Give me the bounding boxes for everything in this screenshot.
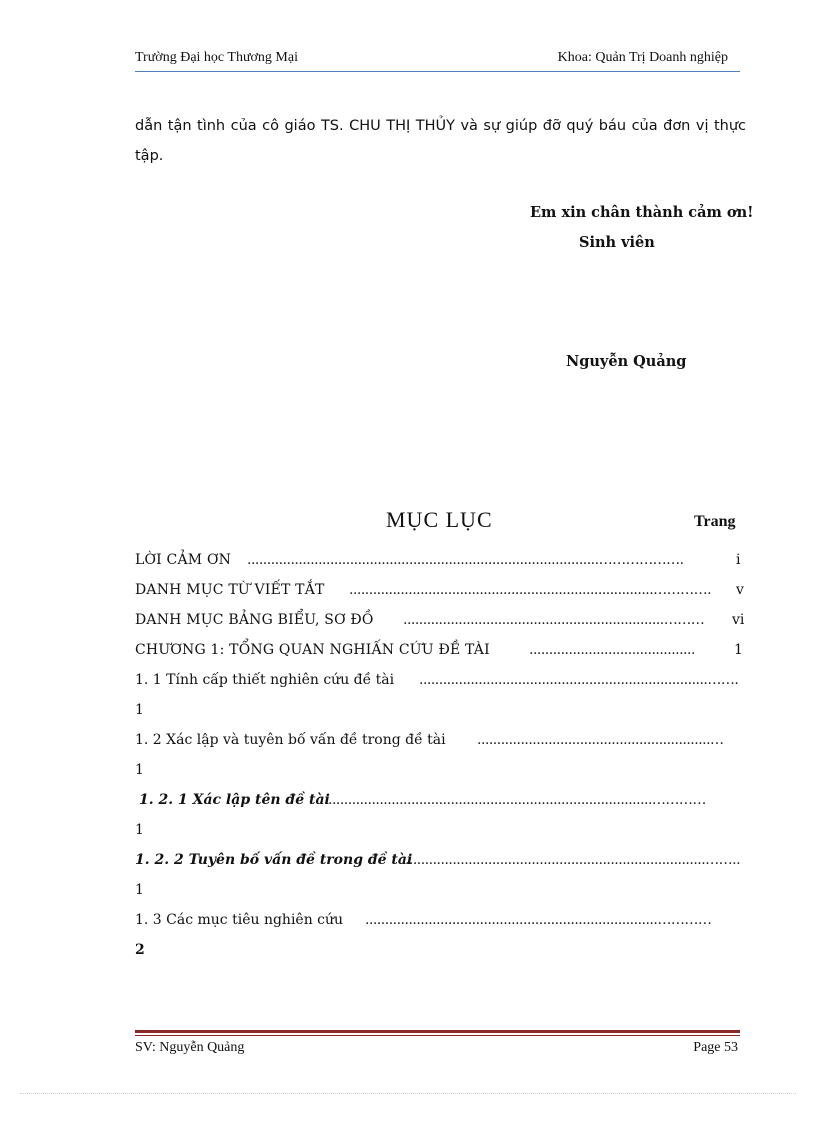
toc-entry-page-line [135,815,746,845]
toc-leader: ..........................................................................………… [365,912,712,928]
toc-entry-page: vi [732,612,745,628]
toc-entry[interactable] [135,545,746,575]
toc-leader: .......................................... [529,642,695,658]
toc-entry[interactable] [135,635,746,665]
toc-entry[interactable] [135,665,746,695]
toc-entry[interactable] [135,725,746,755]
toc-title: MỤC LỤC [386,507,493,532]
toc-page-header: Trang [694,513,736,530]
footer-student: SV: Nguyễn Quảng [135,1040,245,1055]
header-faculty: Khoa: Quản Trị Doanh nghiệp [557,50,728,65]
toc-leader: .............................................................................…………. [349,582,712,598]
toc-leader: .........................................................................................………………. [247,552,684,568]
footer-divider-thin [135,1035,740,1036]
toc-entry-page: 2 [135,942,145,958]
toc-entry-page: 1 [135,702,144,718]
page-edge [20,1093,796,1094]
toc-entry-label: LỜI CẢM ƠN [135,552,232,568]
header-divider [135,71,740,72]
toc-entry-page: v [736,582,744,598]
toc-entry[interactable] [135,905,746,935]
toc-entry-label: 1. 2 Xác lập và tuyên bố vấn đề trong đề tài [135,732,446,748]
toc-leader: ..................................................................................………… [328,792,706,808]
toc-entry[interactable] [135,575,746,605]
footer-page-number: Page 53 [693,1040,738,1055]
toc-entry-label: 1. 2. 2 Tuyên bố vấn đề trong đề tài [135,852,413,868]
toc-leader: ..................................................................……… [403,612,705,628]
toc-entry-page-line [135,875,746,905]
toc-entry-page: 1 [135,822,144,838]
signature-role: Sinh viên [579,234,655,251]
toc-entry-page: i [736,552,741,568]
body-line-2: tập. [135,148,164,164]
toc-leader: .............................................................................…….. [401,852,741,868]
header-school: Trường Đại học Thương Mại [135,50,298,65]
toc-entry-label: 1. 1 Tính cấp thiết nghiên cứu đề tài [135,672,395,688]
toc-entry-label: DANH MỤC BẢNG BIỂU, SƠ ĐỒ [135,612,374,628]
toc-entry[interactable] [135,785,746,815]
toc-entry[interactable] [135,605,746,635]
body-line-1: dẫn tận tình của cô giáo TS. CHU THỊ THỦY và sự giúp đỡ quý báu của đơn vị thực [135,118,746,134]
toc-entry-label: 1. 2. 1 Xác lập tên đề tài [139,792,330,808]
footer-divider-thick [135,1030,740,1033]
toc-leader: ...........................................................… [477,732,724,748]
toc-entry-page: 1 [135,762,144,778]
signature-thanks: Em xin chân thành cảm ơn! [530,204,754,221]
toc-entry-page-line [135,755,746,785]
toc-entry-page-line [135,695,746,725]
toc-leader: .........................................................................……. [419,672,739,688]
toc-entry[interactable] [135,845,746,875]
toc-entry-page: 1 [135,882,144,898]
toc-entry-label: 1. 3 Các mục tiêu nghiên cứu [135,912,344,928]
table-of-contents [135,545,746,965]
toc-entry-label: DANH MỤC TỪ VIẾT TẮT [135,582,325,598]
signature-name: Nguyễn Quảng [566,353,687,370]
toc-entry-page: 1 [734,642,743,658]
toc-entry-label: CHƯƠNG 1: TỔNG QUAN NGHIẤN CỨU ĐỀ TÀI [135,642,490,658]
toc-entry-page-line [135,935,746,965]
